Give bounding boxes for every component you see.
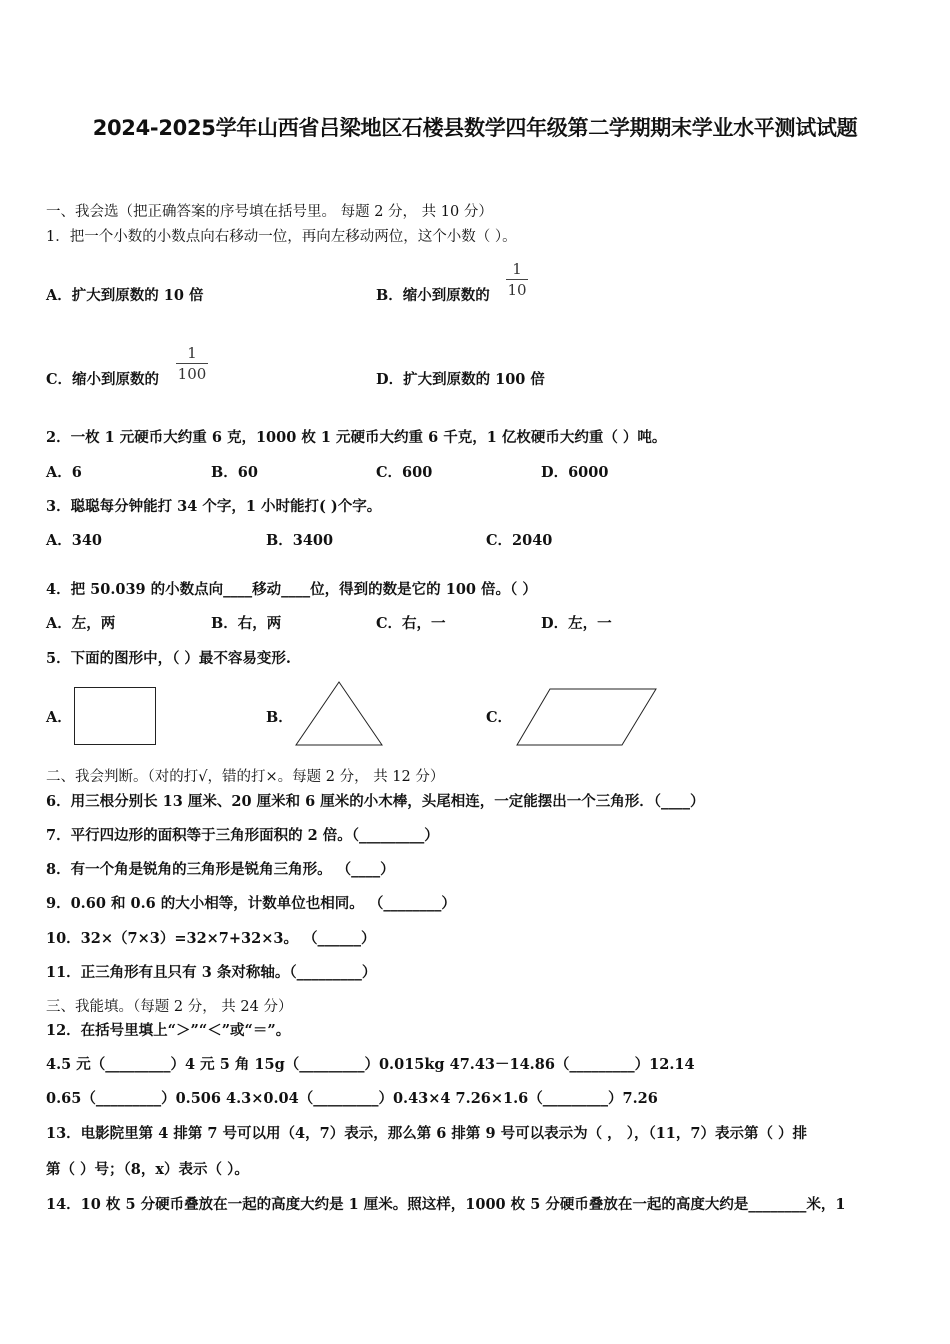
q1-option-b: B．缩小到原数的 — [376, 287, 490, 304]
q4-option-c: C．右，一 — [376, 615, 446, 632]
q3-option-b: B．3400 — [266, 532, 334, 549]
q1-option-c-fraction — [176, 344, 208, 383]
q2-stem: 2．一枚 1 元硬币大约重 6 克，1000 枚 1 元硬币大约重 6 千克，1 亿枚硬币大约重（ ）吨。 — [46, 429, 667, 446]
q6-text: 6．用三根分别长 13 厘米、20 厘米和 6 厘米的小木棒，头尾相连，一定能摆出一个三角形．（____） — [46, 793, 705, 810]
q3-option-a: A．340 — [46, 532, 103, 549]
q8-text: 8．有一个角是锐角的三角形是锐角三角形。 （____） — [46, 861, 395, 878]
fraction-numerator: 1 — [512, 260, 522, 278]
q12-row1: 4.5 元（_________）4 元 5 角 15g（_________）0.015kg 47.43－14.86（_________）12.14 — [46, 1056, 695, 1073]
q2-option-d: D．6000 — [541, 464, 609, 481]
section3-heading: 三、我能填。（每题 2 分， 共 24 分） — [46, 999, 293, 1015]
rectangle-shape — [74, 687, 158, 747]
q4-option-a: A．左，两 — [46, 615, 116, 632]
section1-heading: 一、我会选（把正确答案的序号填在括号里。 每题 2 分， 共 10 分） — [46, 204, 493, 220]
q1-option-c: C．缩小到原数的 — [46, 371, 160, 388]
q13-line1: 13．电影院里第 4 排第 7 号可以用（4，7）表示，那么第 6 排第 9 号可以表示为（ ， ），（11，7）表示第（ ）排 — [46, 1125, 808, 1142]
fraction-bar — [506, 279, 528, 280]
fraction-bar — [176, 363, 208, 364]
q5-stem: 5．下面的图形中，（ ）最不容易变形. — [46, 650, 291, 667]
q7-text: 7．平行四边形的面积等于三角形面积的 2 倍。（_________） — [46, 827, 439, 844]
q13-line2: 第（ ）号；（8，x）表示（ ）。 — [46, 1161, 249, 1178]
q2-option-b: B．60 — [211, 464, 258, 481]
fraction-numerator: 1 — [187, 344, 197, 362]
q9-text: 9．0.60 和 0.6 的大小相等，计数单位也相同。 （________） — [46, 895, 456, 912]
q4-option-b: B．右，两 — [211, 615, 282, 632]
fraction-denominator: 100 — [177, 365, 207, 383]
q12-stem: 12．在括号里填上“＞”“＜”或“＝”。 — [46, 1022, 291, 1039]
q3-option-c: C．2040 — [486, 532, 553, 549]
q11-text: 11．正三角形有且只有 3 条对称轴。（_________） — [46, 964, 377, 981]
page-title: 2024-2025学年山西省吕梁地区石楼县数学四年级第二学期期末学业水平测试试题 — [92, 116, 858, 140]
q1-option-d: D．扩大到原数的 100 倍 — [376, 371, 545, 388]
q14-text: 14．10 枚 5 分硬币叠放在一起的高度大约是 1 厘米。照这样，1000 枚 5 分硬币叠放在一起的高度大约是________米，1 — [46, 1196, 846, 1213]
q3-stem: 3．聪聪每分钟能打 34 个字，1 小时能打( )个字。 — [46, 498, 382, 515]
q1-stem: 1．把一个小数的小数点向右移动一位，再向左移动两位，这个小数（ ）。 — [46, 229, 517, 245]
q1-option-b-fraction — [506, 260, 528, 299]
q5-option-b: B． — [266, 709, 293, 726]
q2-option-a: A．6 — [46, 464, 82, 481]
section2-heading: 二、我会判断。（对的打√，错的打×。每题 2 分， 共 12 分） — [46, 769, 445, 785]
q10-text: 10．32×（7×3）=32×7+32×3。 （______） — [46, 930, 376, 947]
triangle-shape — [294, 681, 384, 747]
q2-option-c: C．600 — [376, 464, 433, 481]
fraction-denominator: 10 — [507, 281, 527, 299]
q5-option-c: C． — [486, 709, 513, 726]
q1-option-a: A．扩大到原数的 10 倍 — [46, 287, 204, 304]
q4-option-d: D．左，一 — [541, 615, 612, 632]
q5-option-a: A． — [46, 709, 72, 726]
parallelogram-shape — [516, 688, 658, 748]
q12-row2: 0.65（_________）0.506 4.3×0.04（_________）0.43×4 7.26×1.6（_________）7.26 — [46, 1090, 658, 1107]
q4-stem: 4．把 50.039 的小数点向____移动____位，得到的数是它的 100 倍。（ ） — [46, 581, 537, 598]
